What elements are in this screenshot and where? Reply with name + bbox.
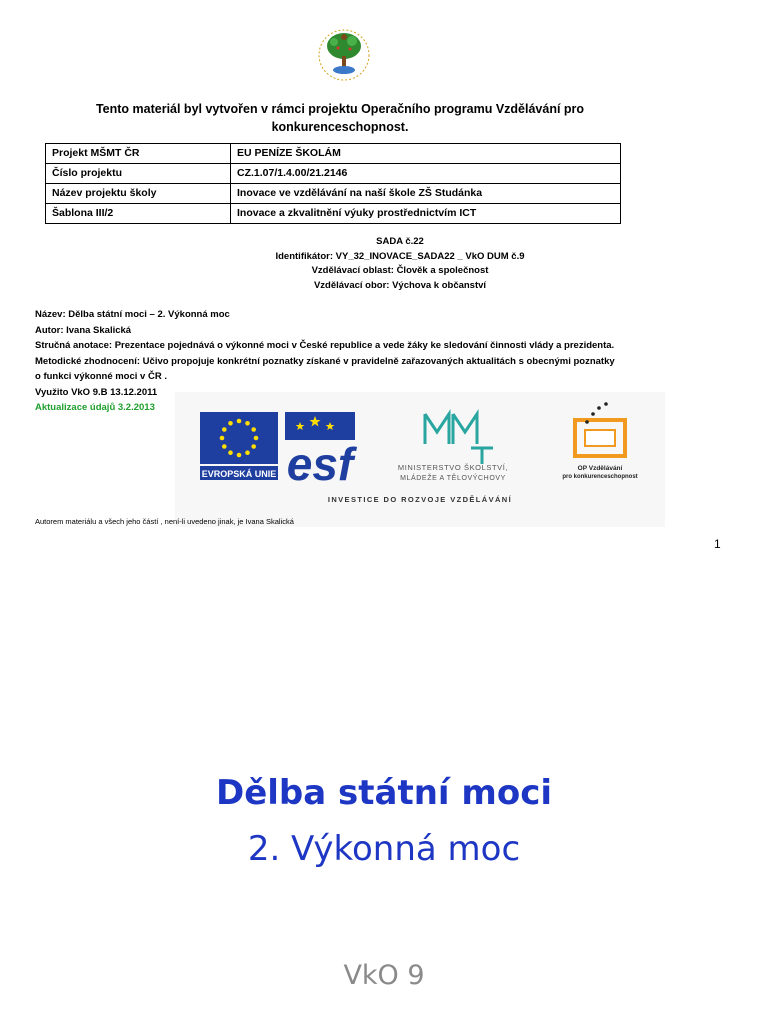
eu-star-icon — [228, 450, 233, 455]
eu-star-icon — [222, 427, 227, 432]
material-name: Název: Dělba státní moci – 2. Výkonná moc — [35, 309, 230, 320]
school-logo — [318, 28, 370, 82]
intro-heading — [40, 100, 640, 136]
project-table — [45, 143, 621, 224]
op-label-1: OP Vzdělávání — [577, 465, 623, 472]
table-row — [46, 164, 621, 184]
investice-tagline: INVESTICE DO ROZVOJE VZDĚLÁVÁNÍ — [327, 495, 513, 504]
set-number: SADA č.22 — [376, 236, 424, 247]
esf-label: esf — [286, 438, 354, 490]
eu-star-icon — [245, 421, 250, 426]
update-date: Aktualizace údajů 3.2.2013 — [35, 402, 155, 413]
intro-line-2: konkurenceschopnost. — [271, 120, 409, 134]
method-evaluation-cont: o funkci výkonné moci v ČR . — [35, 371, 167, 382]
material-meta — [200, 235, 600, 293]
table-row — [46, 144, 621, 164]
table-cell-value: CZ.1.07/1.4.00/21.2146 — [231, 164, 621, 184]
eu-star-icon — [228, 421, 233, 426]
table-cell-label: Číslo projektu — [46, 164, 231, 184]
eu-star-icon — [251, 444, 256, 449]
table-cell-label: Název projektu školy — [46, 184, 231, 204]
funding-logos — [175, 392, 665, 527]
used-in: Využito VkO 9.B 13.12.2011 — [35, 386, 158, 398]
annotation: Stručná anotace: Prezentace pojednává o výkonné moci v České republice a vede žáky ke sledování činnosti vlády a prezidenta. — [35, 340, 615, 351]
eu-flag-logo — [200, 412, 278, 480]
eu-label: EVROPSKÁ UNIE — [201, 469, 277, 479]
esf-logo — [285, 412, 358, 490]
table-row — [46, 204, 621, 224]
eu-star-icon — [220, 436, 225, 441]
msmt-name-1: MINISTERSTVO ŠKOLSTVÍ, — [397, 463, 509, 472]
table-cell-label: Projekt MŠMT ČR — [46, 144, 231, 164]
page-number: 1 — [714, 537, 721, 551]
education-field: Vzdělávací obor: Výchova k občanství — [313, 279, 487, 291]
op-label-2: pro konkurenceschopnost — [562, 474, 638, 480]
msmt-name-2: MLÁDEŽE A TĚLOVÝCHOVY — [400, 475, 506, 482]
author-note: Autorem materiálu a všech jeho částí , není-li uvedeno jinak, je Ivana Skalická — [35, 517, 294, 526]
table-row — [46, 184, 621, 204]
education-area: Vzdělávací oblast: Člověk a společnost — [311, 265, 489, 276]
eu-star-icon — [254, 436, 259, 441]
eu-star-icon — [237, 419, 242, 424]
method-evaluation: Metodické zhodnocení: Učivo propojuje konkrétní poznatky získané v pravidelně zařazovaných aktualitách s obecnými poznatky — [35, 355, 615, 367]
identifier: Identifikátor: VY_32_INOVACE_SADA22 _ VkO DUM č.9 — [275, 250, 525, 262]
eu-star-icon — [245, 450, 250, 455]
slide-title: Dělba státní moci — [215, 773, 553, 813]
material-author: Autor: Ivana Skalická — [35, 324, 132, 336]
eu-star-icon — [222, 444, 227, 449]
eu-star-icon — [251, 427, 256, 432]
table-cell-label: Šablona III/2 — [46, 204, 231, 224]
intro-line-1: Tento materiál byl vytvořen v rámci projektu Operačního programu Vzdělávání pro — [95, 102, 585, 116]
table-cell-value: Inovace ve vzdělávání na naší škole ZŠ Studánka — [231, 184, 621, 204]
slide-code: VkO 9 — [343, 960, 425, 991]
slide-subtitle: 2. Výkonná moc — [247, 829, 521, 869]
eu-star-icon — [237, 453, 242, 458]
table-cell-value: EU PENÍZE ŠKOLÁM — [231, 144, 621, 164]
table-cell-value: Inovace a zkvalitnění výuky prostřednictvím ICT — [231, 204, 621, 224]
